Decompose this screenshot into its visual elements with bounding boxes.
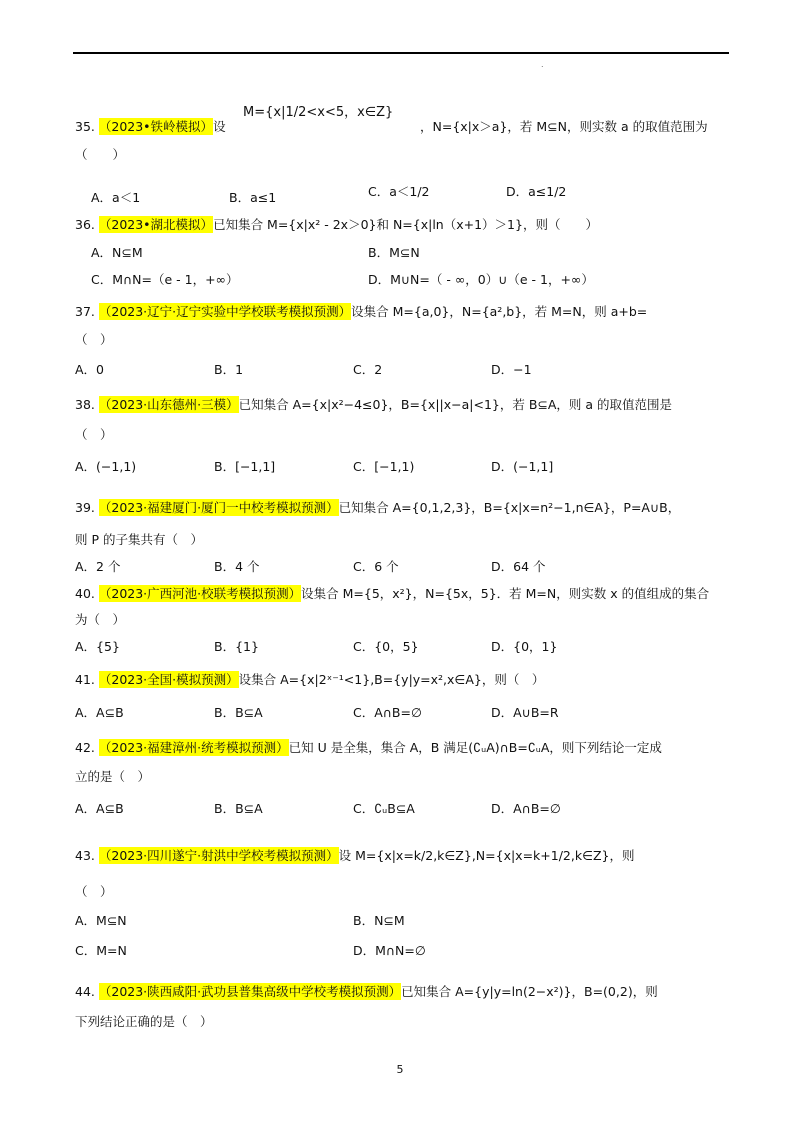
option-c: C．[−1,1) [353,459,415,474]
page-number: 5 [396,1063,404,1076]
question-39 [75,499,680,517]
option-c: C．M∩N=（e - 1，+∞） [91,272,239,287]
set-m-expression: M={x|1/2<x<5，x∈Z} [243,105,394,120]
option-d: D．A∩B=∅ [491,801,561,816]
option-b: B．4 个 [214,559,260,574]
source-tag: （2023·广西河池·校联考模拟预测） [98,586,302,601]
header-rule [73,52,729,54]
option-a: A．2 个 [75,559,121,574]
source-tag: （2023·全国·模拟预测） [98,672,239,687]
option-a: A．N⊆M [91,245,143,260]
question-stem: 设集合 A={x|2ˣ⁻¹<1},B={y|y=x²,x∈A}，则（ ） [238,672,545,687]
option-c: C．∁ᵤB⊆A [353,801,415,816]
question-number: 35. [75,119,95,134]
question-number: 40. [75,586,95,601]
option-b: B．a≤1 [229,190,277,205]
option-b: B．B⊆A [214,705,263,720]
source-tag: （2023·陕西咸阳·武功县普集高级中学校考模拟预测） [98,984,402,999]
question-number: 44. [75,984,95,999]
set-m-formula [243,104,393,122]
option-c: C．a＜1/2 [368,184,430,199]
option-b: B．[−1,1] [214,459,276,474]
question-stem: 已知集合 A={0,1,2,3}，B={x|x=n²−1,n∈A}，P=A∪B， [338,500,681,515]
question-40-cont: 为（ ） [75,612,126,627]
source-tag: （2023•铁岭模拟） [98,119,214,134]
option-a: A．M⊆N [75,913,127,928]
question-43-cont: （ ） [75,884,113,899]
question-stem: 已知集合 A={y|y=ln(2−x²)}，B=(0,2)，则 [401,984,658,999]
question-stem: 设 M={x|x=k/2,k∈Z},N={x|x=k+1/2,k∈Z}，则 [338,848,635,863]
question-36 [75,216,598,234]
option-a: A．a＜1 [91,190,141,205]
question-stem: 设集合 M={a,0}，N={a²,b}，若 M=N，则 a+b= [351,304,648,319]
question-39-cont: 则 P 的子集共有（ ） [75,532,203,547]
question-stem: 设集合 M={5，x²}，N={5x，5}．若 M=N，则实数 x 的值组成的集合 [301,586,710,601]
question-number: 39. [75,500,95,515]
question-35-cont: （ ） [75,147,126,162]
question-number: 43. [75,848,95,863]
option-c: C．2 [353,362,383,377]
question-35 [75,118,226,136]
question-number: 38. [75,397,95,412]
question-37-cont: （ ） [75,332,113,347]
question-42-cont: 立的是（ ） [75,769,151,784]
option-c: C．{0，5} [353,639,419,654]
source-tag: （2023·辽宁·辽宁实验中学校联考模拟预测） [98,304,352,319]
option-d: D．−1 [491,362,532,377]
source-tag: （2023•湖北模拟） [98,217,214,232]
option-b: B．N⊆M [353,913,405,928]
question-stem: 已知 U 是全集，集合 A，B 满足(∁ᵤA)∩B=∁ᵤA，则下列结论一定成 [288,740,662,755]
option-c: C．M=N [75,943,127,958]
option-d: D．M∩N=∅ [353,943,426,958]
question-38 [75,396,672,414]
question-44 [75,983,658,1001]
option-a: A．(−1,1) [75,459,137,474]
option-d: D．A∪B=R [491,705,559,720]
option-a: A．A⊆B [75,705,124,720]
question-40 [75,585,709,603]
option-d: D．M∪N=（ - ∞，0）∪（e - 1，+∞） [368,272,594,287]
question-stem: 已知集合 A={x|x²−4≤0}，B={x||x−a|<1}，若 B⊆A，则 a 的取值范围是 [238,397,673,412]
option-a: A．A⊆B [75,801,124,816]
option-a: A．0 [75,362,105,377]
question-41 [75,671,544,689]
question-number: 37. [75,304,95,319]
question-number: 41. [75,672,95,687]
option-a: A．{5} [75,639,120,654]
header-dot: . [541,60,544,69]
option-d: D．a≤1/2 [506,184,567,199]
question-35-stem: ，N={x|x＞a}，若 M⊆N，则实数 a 的取值范围为 [420,119,708,134]
option-b: B．M⊆N [368,245,420,260]
source-tag: （2023·福建厦门·厦门一中校考模拟预测） [98,500,339,515]
question-prefix: 设 [213,119,226,134]
question-number: 42. [75,740,95,755]
option-d: D．{0，1} [491,639,558,654]
option-b: B．{1} [214,639,259,654]
source-tag: （2023·福建漳州·统考模拟预测） [98,740,289,755]
question-43 [75,847,635,865]
source-tag: （2023·四川遂宁·射洪中学校考模拟预测） [98,848,339,863]
question-number: 36. [75,217,95,232]
question-stem: 已知集合 M={x|x² - 2x＞0}和 N={x|ln（x+1）＞1}，则（ ） [213,217,598,232]
option-c: C．A∩B=∅ [353,705,422,720]
option-d: D．(−1,1] [491,459,554,474]
option-c: C．6 个 [353,559,399,574]
question-37 [75,303,647,321]
question-44-cont: 下列结论正确的是（ ） [75,1014,213,1029]
option-b: B．B⊆A [214,801,263,816]
option-d: D．64 个 [491,559,546,574]
option-b: B．1 [214,362,244,377]
question-42 [75,739,662,757]
source-tag: （2023·山东德州·三模） [98,397,239,412]
question-38-cont: （ ） [75,427,113,442]
